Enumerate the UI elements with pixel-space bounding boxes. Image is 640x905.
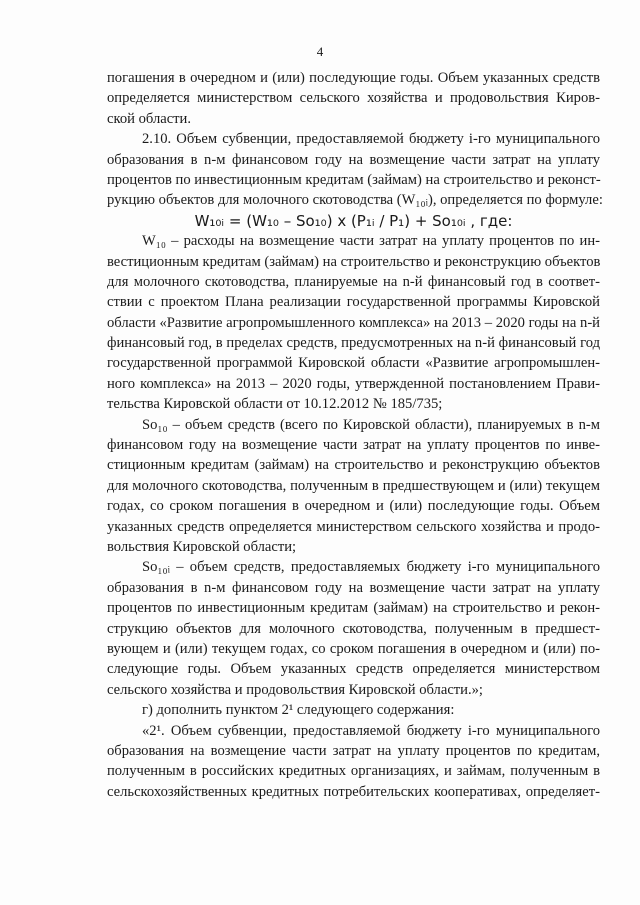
text-line: ствии с проектом Плана реализации государственной программы Кировской: [107, 294, 600, 311]
text-line: вольствия Кировской области;: [107, 538, 297, 555]
text-line: So₁₀ᵢ – объем средств, предоставляемых бюджету i-го муниципального: [142, 559, 600, 576]
text-line: г) дополнить пунктом 2¹ следующего содержания:: [142, 702, 455, 719]
text-line: ской области.: [107, 110, 192, 127]
document-body: [107, 68, 603, 802]
text-line: струкцию объектов для молочного скотоводства, полученным в предшест-: [107, 620, 600, 637]
text-line: государственной программой Кировской области «Развитие агропромышлен-: [107, 355, 600, 372]
formula-line: W₁₀ᵢ = (W₁₀ – So₁₀) x (P₁ᵢ / P₁) + So₁₀ᵢ , где:: [194, 211, 513, 230]
text-line: вующем и (или) текущем годах, со сроком погашения в очередном и (или) по-: [107, 640, 600, 657]
text-line: «2¹. Объем субвенции, предоставляемой бюджету i-го муниципального: [142, 722, 600, 739]
text-line: ного комплекса» на 2013 – 2020 годы, утвержденной постановлением Прави-: [107, 375, 600, 392]
text-line: полученным в российских кредитных организациях, и займам, полученным в: [107, 763, 600, 780]
text-line: погашения в очередном и (или) последующие годы. Объем указанных средств: [107, 70, 600, 86]
text-line: тельства Кировской области от 10.12.2012 № 185/735;: [107, 396, 443, 413]
text-line: для молочного скотоводства, планируемые на n-й финансовый год в соответ-: [107, 273, 600, 290]
text-line: So₁₀ – объем средств (всего по Кировской области), планируемых в n-м: [142, 416, 600, 433]
text-line: сельскохозяйственных кредитных потребительских кооперативах, определяет-: [107, 783, 600, 800]
text-line: W₁₀ – расходы на возмещение части затрат на уплату процентов по ин-: [142, 233, 600, 250]
text-line: для молочного скотоводства, полученным в предшествующем и (или) текущем: [107, 477, 600, 494]
text-line: 2.10. Объем субвенции, предоставляемой бюджету i-го муниципального: [142, 131, 600, 148]
text-line: процентов по инвестиционным кредитам (займам) на строительство и реконст-: [107, 171, 601, 188]
text-line: определяется министерством сельского хозяйства и продовольствия Киров-: [107, 90, 600, 107]
text-line: вестиционным кредитам (займам) на строительство и реконструкцию объектов: [107, 253, 601, 270]
text-line: следующие годы. Объем указанных средств определяется министерством: [107, 661, 600, 678]
text-line: образования на возмещение части затрат на уплату процентов по кредитам,: [107, 742, 600, 759]
text-line: финансовом году на возмещение части затрат на уплату процентов по инве-: [107, 437, 600, 454]
text-line: образования в n-м финансовом году на возмещение части затрат на уплату: [107, 151, 600, 168]
text-line: стиционным кредитам (займам) на строительство и реконструкцию объектов: [107, 457, 600, 474]
text-line: финансовый год, в пределах средств, предусмотренных на n-й финансовый год: [107, 335, 600, 352]
page-number: 4: [316, 44, 324, 59]
text-line: годах, со сроком погашения в очередном и (или) последующие годы. Объем: [107, 498, 600, 515]
text-line: указанных средств определяется министерством сельского хозяйства и продо-: [107, 518, 600, 535]
text-line: процентов по инвестиционным кредитам (займам) на строительство и рекон-: [107, 600, 600, 617]
text-line: области «Развитие агропромышленного комплекса» на 2013 – 2020 годы на n-й: [107, 314, 600, 331]
text-line: образования в n-м финансовом году на возмещение части затрат на уплату: [107, 579, 600, 596]
text-line: сельского хозяйства и продовольствия Кировской области.»;: [107, 681, 483, 698]
text-line: рукцию объектов для молочного скотоводства (W₁₀ᵢ), определяется по формуле:: [107, 192, 603, 209]
